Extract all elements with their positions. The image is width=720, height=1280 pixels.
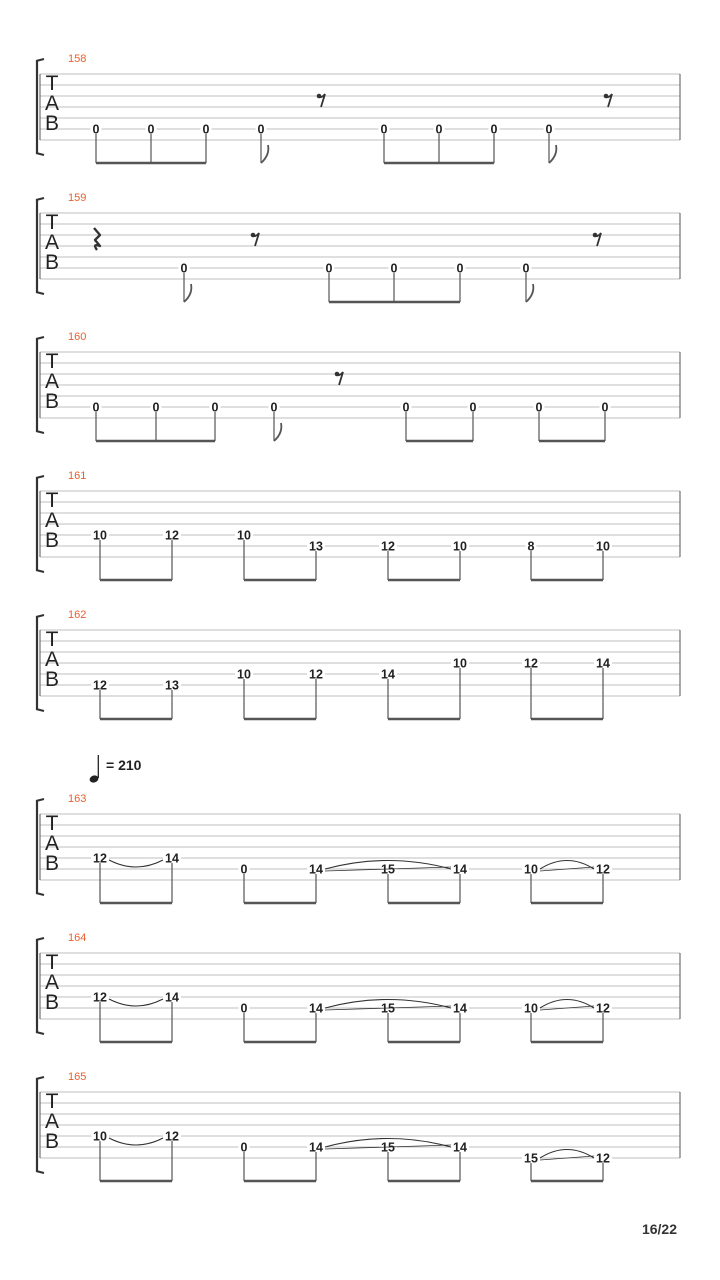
fret-number: 0 (92, 122, 100, 137)
tab-clef-letter: T (45, 951, 59, 974)
tab-clef-letter: B (44, 251, 60, 274)
measure-number: 163 (68, 793, 87, 805)
fret-number: 0 (180, 261, 188, 276)
page-number: 16/22 (641, 1221, 677, 1237)
fret-number: 0 (325, 261, 333, 276)
fret-number: 10 (237, 667, 251, 682)
fret-number: 0 (545, 122, 553, 137)
eighth-rest-icon (335, 372, 343, 385)
fret-number: 0 (92, 400, 100, 415)
fret-number: 0 (490, 122, 498, 137)
eighth-rest-icon (593, 233, 601, 246)
tab-clef-letter: T (45, 812, 59, 835)
fret-number: 14 (453, 862, 467, 877)
fret-number: 10 (453, 539, 467, 554)
tab-clef-letter: B (44, 390, 60, 413)
fret-number: 0 (390, 261, 398, 276)
fret-number: 12 (309, 667, 323, 682)
tab-clef-letter: B (44, 529, 60, 552)
fret-number: 0 (240, 1001, 248, 1016)
fret-number: 0 (257, 122, 265, 137)
fret-number: 12 (381, 539, 395, 554)
fret-number: 10 (93, 528, 107, 543)
fret-number: 14 (381, 667, 395, 682)
fret-number: 10 (237, 528, 251, 543)
fret-number: 0 (456, 261, 464, 276)
fret-number: 15 (381, 1140, 395, 1155)
measure-number: 165 (68, 1071, 87, 1083)
measure-number: 162 (68, 609, 87, 621)
fret-number: 12 (596, 1151, 610, 1166)
fret-number: 10 (524, 862, 538, 877)
tab-clef-letter: T (45, 1090, 59, 1113)
tab-clef-letter: B (44, 991, 60, 1014)
fret-number: 0 (147, 122, 155, 137)
fret-number: 0 (469, 400, 477, 415)
fret-number: 10 (453, 656, 467, 671)
fret-number: 0 (380, 122, 388, 137)
slur (109, 860, 163, 867)
fret-number: 12 (596, 1001, 610, 1016)
tab-system (36, 337, 680, 441)
tab-system (36, 1077, 680, 1181)
fret-number: 0 (270, 400, 278, 415)
tab-clef-letter: A (44, 92, 60, 115)
tab-system (36, 799, 680, 903)
tab-clef-letter: B (44, 668, 60, 691)
measure-number: 161 (68, 470, 87, 482)
tab-clef-letter: T (45, 350, 59, 373)
tab-clef-letter: A (44, 648, 60, 671)
tab-system (36, 938, 680, 1042)
slur (109, 999, 163, 1006)
note-flag (184, 284, 191, 302)
fret-number: 12 (165, 528, 179, 543)
tab-clef-letter: A (44, 509, 60, 532)
measure-number: 158 (68, 53, 87, 65)
fret-number: 0 (240, 1140, 248, 1155)
eighth-rest-icon (251, 233, 259, 246)
fret-number: 15 (381, 1001, 395, 1016)
tab-clef-letter: A (44, 971, 60, 994)
tab-system (36, 198, 680, 302)
tab-clef-letter: T (45, 72, 59, 95)
fret-number: 14 (309, 1140, 323, 1155)
quarter-rest-icon (94, 228, 100, 250)
fret-number: 14 (165, 851, 179, 866)
fret-number: 14 (453, 1140, 467, 1155)
tab-clef-letter: A (44, 370, 60, 393)
tab-clef-letter: A (44, 231, 60, 254)
measure-number: 164 (68, 932, 87, 944)
fret-number: 0 (522, 261, 530, 276)
note-flag (526, 284, 533, 302)
fret-number: 10 (93, 1129, 107, 1144)
fret-number: 14 (309, 1001, 323, 1016)
fret-number: 14 (453, 1001, 467, 1016)
fret-number: 14 (596, 656, 610, 671)
tab-system (36, 615, 680, 719)
fret-number: 12 (93, 678, 107, 693)
fret-number: 13 (309, 539, 323, 554)
fret-number: 0 (152, 400, 160, 415)
fret-number: 12 (93, 990, 107, 1005)
fret-number: 14 (309, 862, 323, 877)
fret-number: 0 (211, 400, 219, 415)
tab-clef-letter: B (44, 1130, 60, 1153)
measure-number: 159 (68, 192, 87, 204)
slur (109, 1138, 163, 1145)
tempo-text: = 210 (106, 757, 142, 773)
tab-system (36, 476, 680, 580)
fret-number: 14 (165, 990, 179, 1005)
fret-number: 0 (402, 400, 410, 415)
fret-number: 15 (524, 1151, 538, 1166)
fret-number: 13 (165, 678, 179, 693)
fret-number: 12 (93, 851, 107, 866)
fret-number: 0 (601, 400, 609, 415)
fret-number: 12 (524, 656, 538, 671)
note-flag (261, 145, 268, 163)
fret-number: 12 (165, 1129, 179, 1144)
tab-clef-letter: T (45, 211, 59, 234)
tempo-marking (89, 755, 100, 784)
tab-clef-letter: B (44, 112, 60, 135)
note-flag (274, 423, 281, 441)
measure-number: 160 (68, 331, 87, 343)
tab-system (36, 59, 680, 163)
eighth-rest-icon (604, 94, 612, 107)
eighth-rest-icon (317, 94, 325, 107)
fret-number: 0 (202, 122, 210, 137)
fret-number: 10 (524, 1001, 538, 1016)
tab-clef-letter: T (45, 628, 59, 651)
tab-clef-letter: T (45, 489, 59, 512)
fret-number: 0 (435, 122, 443, 137)
tab-clef-letter: B (44, 852, 60, 875)
fret-number: 0 (240, 862, 248, 877)
fret-number: 12 (596, 862, 610, 877)
note-flag (549, 145, 556, 163)
fret-number: 15 (381, 862, 395, 877)
fret-number: 0 (535, 400, 543, 415)
fret-number: 8 (527, 539, 535, 554)
tab-clef-letter: A (44, 832, 60, 855)
fret-number: 10 (596, 539, 610, 554)
tab-clef-letter: A (44, 1110, 60, 1133)
